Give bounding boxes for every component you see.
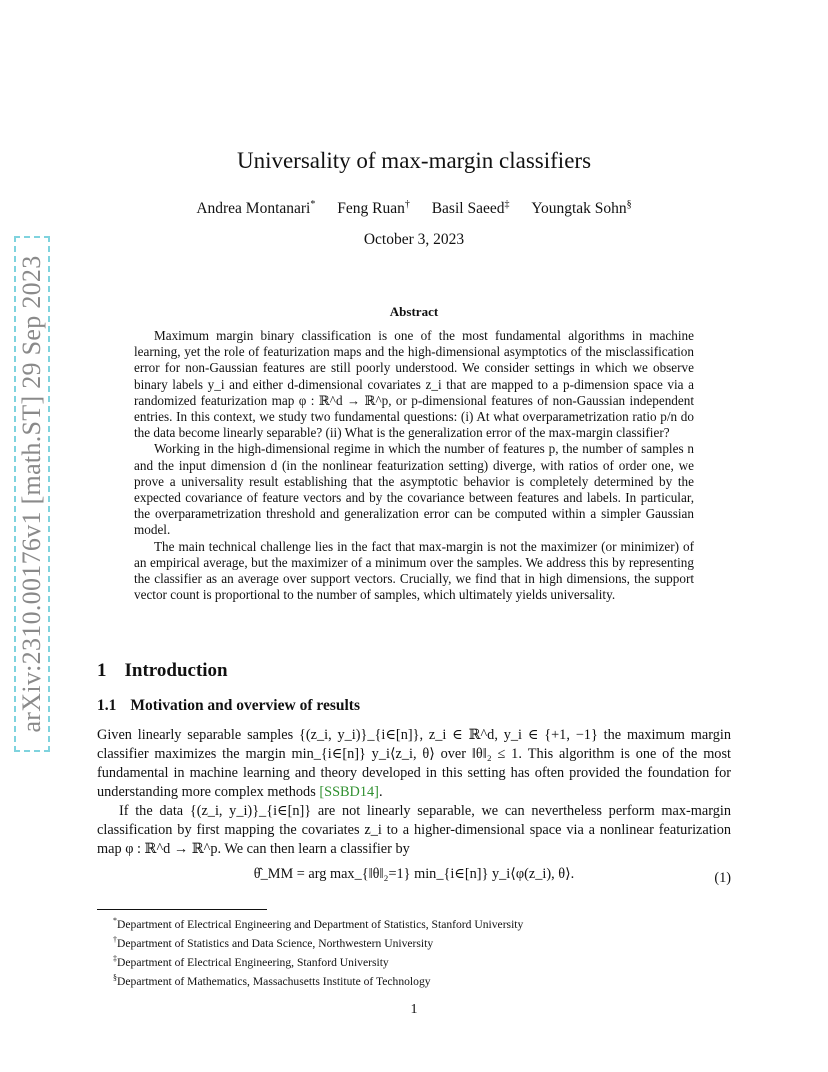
equation-number: (1)	[714, 870, 731, 886]
equation-body: θ̂_MM = arg max_{‖θ‖₂=1} min_{i∈[n]} y_i⟨φ(z_i), θ⟩.	[253, 866, 575, 882]
page-number: 1	[410, 1002, 418, 1017]
paper-date: October 3, 2023	[363, 231, 465, 248]
footnote: †Department of Statistics and Data Science, Northwestern University	[113, 935, 434, 951]
footnote: ‡Department of Electrical Engineering, Stanford University	[113, 954, 389, 970]
footnotes	[113, 913, 523, 990]
abstract-paragraph: Maximum margin binary classification is one of the most fundamental algorithms in machine learning, yet the role of featurization maps and the high-dimensional asymptotics of the misclassification error for non-Gaussian features are still poorly understood. We consider settings in which we observe binary labels y_i and either d-dimensional covariates z_i that are mapped to a p-dimension space via a randomized featurization map φ : ℝ^d → ℝ^p, or p-dimensional features of non-Gaussian independent entries. In this context, we study two fundamental questions: (i) At what overparametrization ratio p/n do the data become linearly separable? (ii) What is the generalization error of the max-margin classifier?	[134, 328, 694, 441]
section-heading: 1 Introduction	[97, 660, 228, 681]
citation-link[interactable]: [SSBD14]	[319, 784, 379, 800]
author-list	[0, 199, 828, 218]
paper-title: Universality of max-margin classifiers	[236, 148, 592, 173]
author: Youngtak Sohn§	[531, 199, 632, 218]
author: Basil Saeed‡	[431, 199, 510, 218]
abstract-heading: Abstract	[389, 304, 439, 319]
body-paragraph: If the data {(z_i, y_i)}_{i∈[n]} are not linearly separable, we can nevertheless perform max-margin classification by first mapping the covariates z_i to a higher-dimensional space via a nonlinear featurization map φ : ℝ^d → ℝ^p. We can then learn a classifier by	[97, 803, 731, 857]
author: Andrea Montanari*	[196, 199, 316, 218]
footnote: *Department of Electrical Engineering and Department of Statistics, Stanford University	[113, 916, 524, 931]
abstract-body	[134, 328, 694, 603]
abstract-paragraph: The main technical challenge lies in the fact that max-margin is not the maximizer (or minimizer) of an empirical average, but the maximizer of a minimum over the samples. We address this by representing the classifier as an average over support vectors. Crucially, we find that in high dimensions, the support vector count is proportional to the number of samples, which ultimately yields universality.	[134, 538, 694, 603]
footnote-rule	[97, 909, 267, 910]
abstract-paragraph: Working in the high-dimensional regime in which the number of features p, the number of samples n and the input dimension d (in the nonlinear featurization setting) diverge, with ratios of order one, we prove a universality result establishing that the asymptotic behavior is completely determined by the expected covariance of feature vectors and by the covariance between features and labels. In particular, the overparametrization threshold and generalization error can be computed within a simpler Gaussian model.	[134, 441, 694, 538]
author: Feng Ruan†	[337, 199, 410, 218]
arxiv-identifier: arXiv:2310.00176v1 [math.ST] 29 Sep 2023	[17, 255, 46, 733]
body-paragraph: Given linearly separable samples {(z_i, y_i)}_{i∈[n]}, z_i ∈ ℝ^d, y_i ∈ {+1, −1} the maximum margin classifier maximizes the margin min_{i∈[n]} y_i⟨z_i, θ⟩ over ‖θ‖₂ ≤ 1. This algorithm is one of the most fundamental in machine learning and theory developed in this setting has often provided the foundation for understanding more complex methods [SSBD14].	[97, 727, 731, 800]
subsection-heading: 1.1 Motivation and overview of results	[97, 697, 360, 714]
footnote: §Department of Mathematics, Massachusetts Institute of Technology	[113, 973, 431, 989]
equation	[97, 866, 731, 902]
body-text	[97, 726, 731, 859]
